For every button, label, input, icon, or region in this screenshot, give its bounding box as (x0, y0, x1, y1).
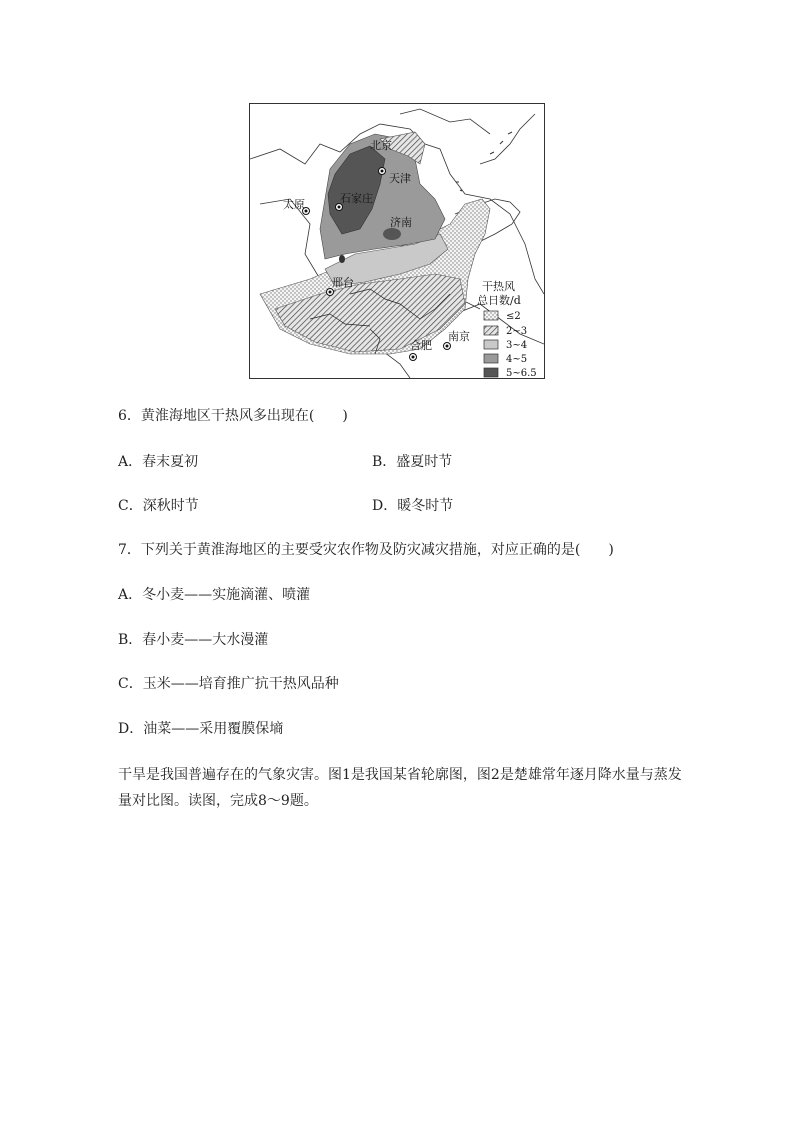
question-7-stem: 7．下列关于黄淮海地区的主要受灾农作物及防灾减灾措施，对应正确的是( ) (118, 542, 614, 558)
islands (456, 132, 512, 191)
question-6-option-d[interactable]: D．暖冬时节 (372, 498, 454, 514)
hot-dry-wind-map (249, 103, 545, 379)
zone-5-6.5-patch-small (339, 255, 345, 263)
city-tianjin: 天津 (389, 172, 411, 185)
legend-swatch-2 (484, 326, 498, 335)
city-taiyuan: 太原 (283, 198, 305, 211)
map-legend (477, 279, 537, 378)
question-7-option-b[interactable]: B．春小麦——大水漫灌 (118, 632, 269, 648)
city-beijing: 北京 (370, 139, 392, 152)
legend-label-4: 4~5 (506, 354, 528, 365)
city-jinan: 济南 (390, 216, 412, 229)
zone-5-6.5-patch (383, 228, 401, 240)
legend-label-1: ≤2 (506, 311, 521, 322)
question-7-option-a[interactable]: A．冬小麦——实施滴灌、喷灌 (118, 587, 311, 603)
question-7-option-d[interactable]: D．油菜——采用覆膜保墒 (118, 721, 284, 737)
question-6-option-b[interactable]: B．盛夏时节 (372, 454, 453, 470)
questions-8-9-intro: 干旱是我国普遍存在的气象灾害。图1是我国某省轮廓图，图2是楚雄常年逐月降水量与蒸发量对比图。读图，完成8～9题。 (118, 767, 682, 809)
city-xingtai: 邢台 (332, 276, 354, 289)
question-6-option-a[interactable]: A．春末夏初 (118, 454, 199, 470)
legend-swatch-4 (484, 354, 498, 363)
legend-swatch-3 (484, 340, 498, 349)
map-figure (250, 104, 544, 378)
legend-label-3: 3~4 (506, 340, 528, 351)
legend-title-line2: 总日数/d (477, 294, 521, 307)
question-7-option-c[interactable]: C．玉米——培育推广抗干热风品种 (118, 676, 339, 692)
legend-swatch-5 (484, 368, 498, 377)
legend-title-line1: 干热风 (482, 280, 515, 293)
question-6-stem: 6．黄淮海地区干热风多出现在( ) (118, 408, 348, 424)
city-nanjing: 南京 (448, 330, 470, 343)
legend-label-2: 2~3 (506, 326, 528, 337)
legend-swatch-1 (484, 311, 498, 320)
city-shijiazhuang: 石家庄 (340, 192, 373, 205)
question-6-option-c[interactable]: C．深秋时节 (118, 498, 199, 514)
city-hefei: 合肥 (410, 339, 432, 352)
legend-label-5: 5~6.5 (506, 368, 537, 378)
